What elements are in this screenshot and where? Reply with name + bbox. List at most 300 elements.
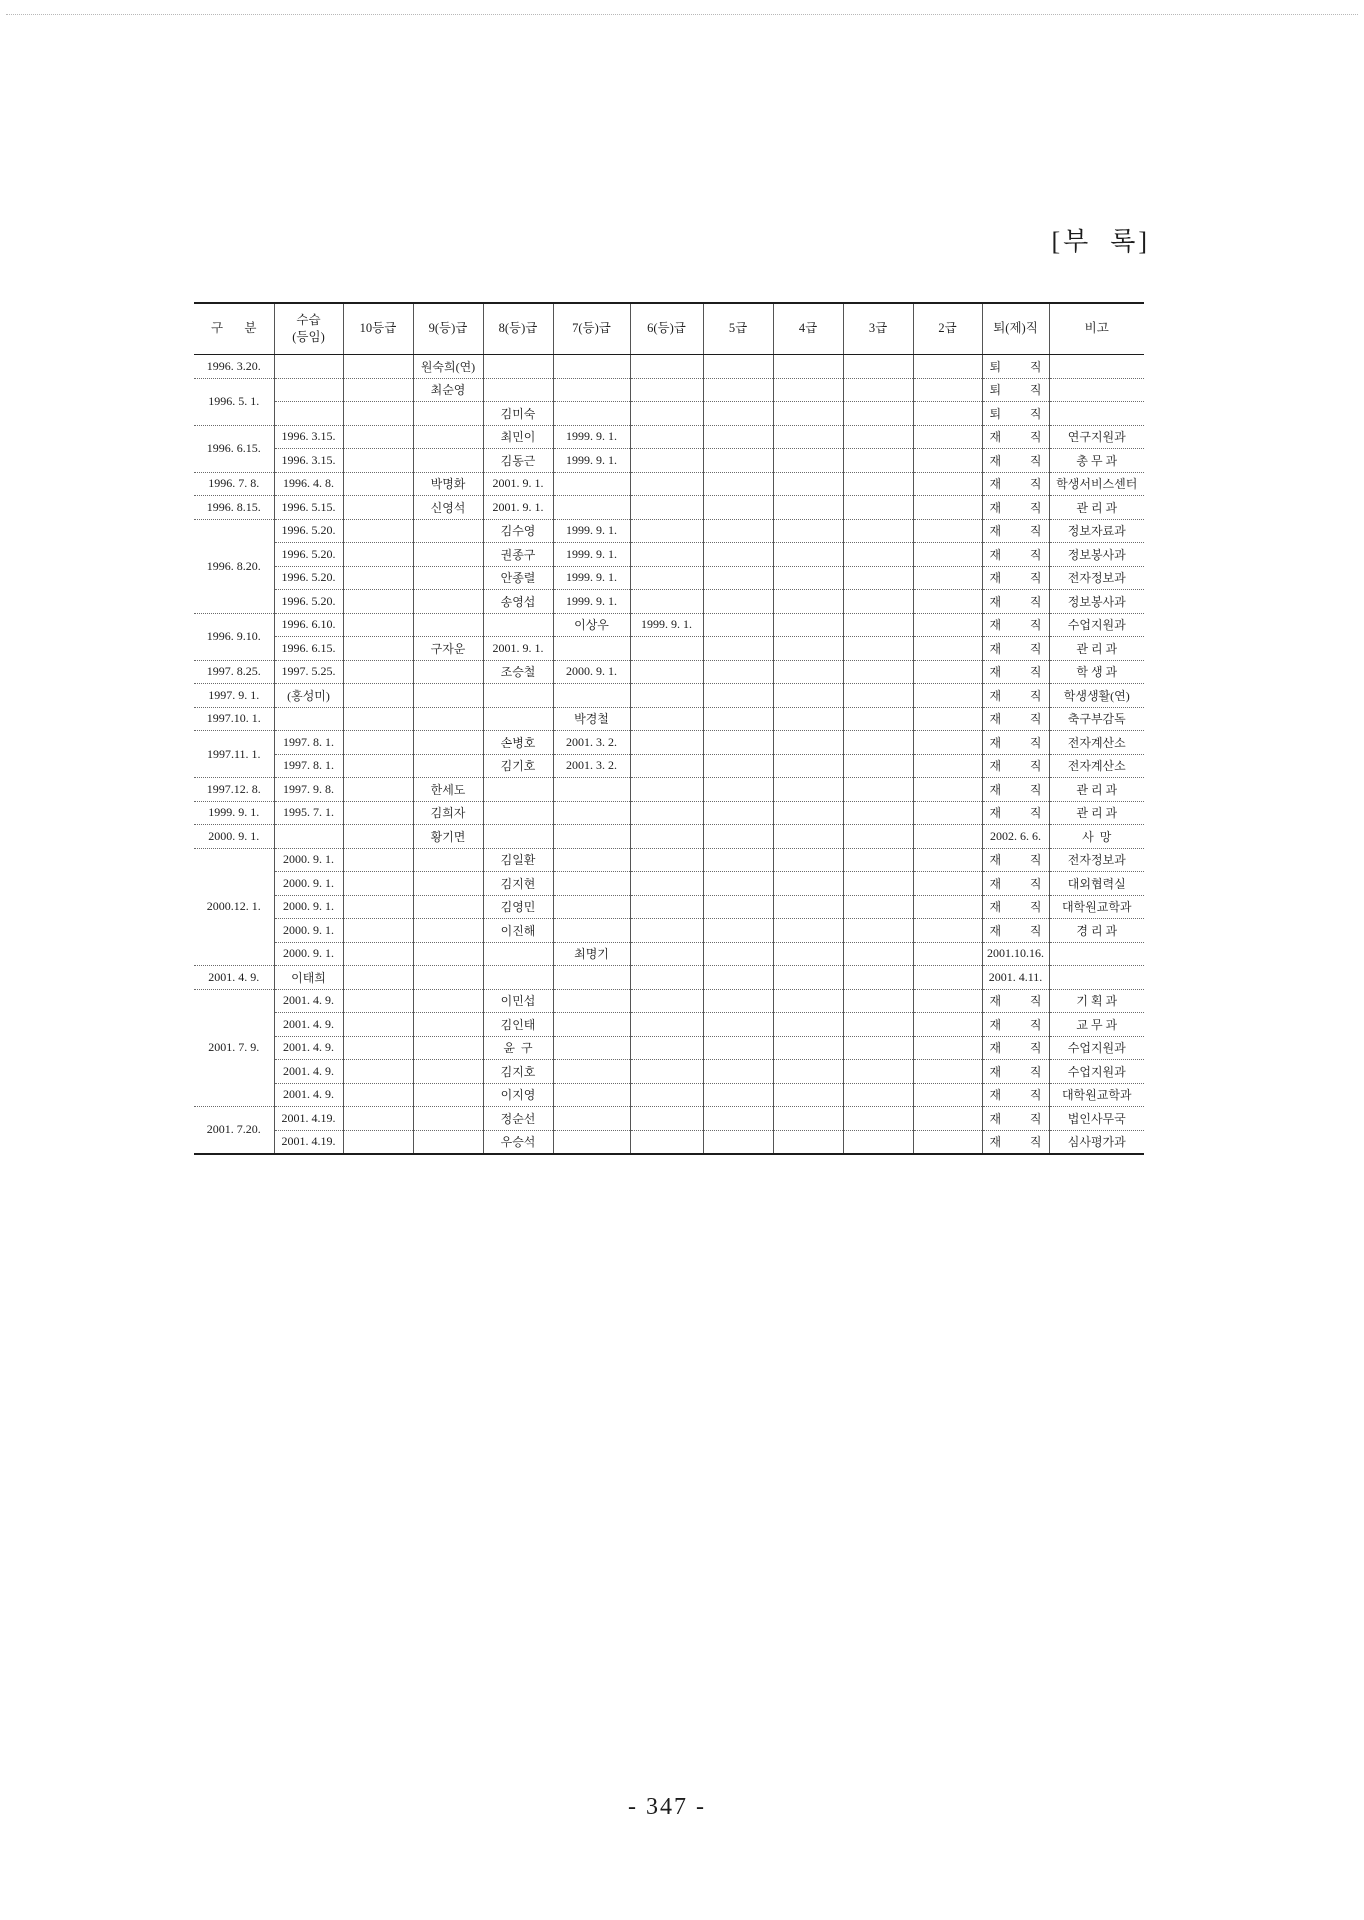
cell-grade2 xyxy=(913,1013,982,1037)
cell-grade4 xyxy=(773,731,843,755)
cell-grade6 xyxy=(630,425,703,449)
cell-grade4 xyxy=(773,754,843,778)
cell-grade8: 2001. 9. 1. xyxy=(483,472,553,496)
cell-grade3 xyxy=(843,402,913,426)
cell-remarks: 수업지원과 xyxy=(1049,613,1144,637)
cell-grade2 xyxy=(913,778,982,802)
cell-grade10 xyxy=(343,872,413,896)
cell-grade5 xyxy=(703,989,773,1013)
cell-grade10 xyxy=(343,543,413,567)
cell-remarks: 관 리 과 xyxy=(1049,801,1144,825)
cell-remarks: 대학원교학과 xyxy=(1049,1083,1144,1107)
cell-grade7 xyxy=(553,684,630,708)
cell-grade6 xyxy=(630,848,703,872)
cell-grade3 xyxy=(843,590,913,614)
cell-grade3 xyxy=(843,942,913,966)
cell-grade9 xyxy=(413,754,483,778)
cell-grade8: 김지호 xyxy=(483,1060,553,1084)
cell-trainee: 1996. 6.15. xyxy=(274,637,343,661)
cell-grade6 xyxy=(630,1060,703,1084)
cell-grade10 xyxy=(343,355,413,379)
cell-trainee xyxy=(274,707,343,731)
table-row xyxy=(194,496,1144,520)
cell-trainee: 2001. 4. 9. xyxy=(274,989,343,1013)
cell-retirement: 재 직 xyxy=(982,848,1049,872)
cell-remarks: 기 획 과 xyxy=(1049,989,1144,1013)
cell-grade5 xyxy=(703,1013,773,1037)
cell-remarks: 정보자료과 xyxy=(1049,519,1144,543)
cell-grade5 xyxy=(703,543,773,567)
cell-grade5 xyxy=(703,378,773,402)
cell-grade3 xyxy=(843,872,913,896)
cell-grade8: 김기호 xyxy=(483,754,553,778)
cell-grade9 xyxy=(413,1130,483,1154)
cell-remarks xyxy=(1049,942,1144,966)
cell-trainee: 1996. 5.20. xyxy=(274,566,343,590)
cell-grade9 xyxy=(413,519,483,543)
cell-remarks xyxy=(1049,378,1144,402)
cell-grade2 xyxy=(913,801,982,825)
cell-grade4 xyxy=(773,402,843,426)
cell-trainee: 1997. 8. 1. xyxy=(274,754,343,778)
cell-trainee: 1996. 5.20. xyxy=(274,543,343,567)
cell-grade10 xyxy=(343,590,413,614)
cell-grade7 xyxy=(553,1060,630,1084)
cell-grade7: 1999. 9. 1. xyxy=(553,590,630,614)
header-grade7: 7(등)급 xyxy=(553,303,630,355)
cell-grade5 xyxy=(703,449,773,473)
cell-category: 1997.12. 8. xyxy=(194,778,274,802)
cell-grade2 xyxy=(913,402,982,426)
cell-retirement: 재 직 xyxy=(982,425,1049,449)
cell-grade8 xyxy=(483,778,553,802)
cell-trainee xyxy=(274,402,343,426)
cell-grade5 xyxy=(703,778,773,802)
cell-grade8: 김동근 xyxy=(483,449,553,473)
cell-grade9 xyxy=(413,660,483,684)
table-row xyxy=(194,825,1144,849)
cell-grade2 xyxy=(913,942,982,966)
cell-grade6 xyxy=(630,402,703,426)
cell-grade7: 1999. 9. 1. xyxy=(553,543,630,567)
cell-retirement: 재 직 xyxy=(982,472,1049,496)
cell-trainee: 1996. 6.10. xyxy=(274,613,343,637)
cell-grade8: 김수영 xyxy=(483,519,553,543)
cell-grade4 xyxy=(773,496,843,520)
cell-grade7 xyxy=(553,472,630,496)
cell-grade6 xyxy=(630,566,703,590)
cell-grade8 xyxy=(483,355,553,379)
cell-grade7 xyxy=(553,402,630,426)
cell-category: 2001. 4. 9. xyxy=(194,966,274,990)
cell-grade8: 조승철 xyxy=(483,660,553,684)
cell-retirement: 재 직 xyxy=(982,449,1049,473)
table-row xyxy=(194,707,1144,731)
cell-grade10 xyxy=(343,1060,413,1084)
cell-retirement: 퇴 직 xyxy=(982,355,1049,379)
cell-grade6 xyxy=(630,754,703,778)
cell-trainee: 1996. 3.15. xyxy=(274,425,343,449)
cell-grade9: 황기면 xyxy=(413,825,483,849)
cell-grade2 xyxy=(913,355,982,379)
cell-grade2 xyxy=(913,848,982,872)
cell-grade4 xyxy=(773,1083,843,1107)
cell-grade5 xyxy=(703,425,773,449)
cell-trainee: 2001. 4. 9. xyxy=(274,1036,343,1060)
cell-trainee: 1996. 5.20. xyxy=(274,519,343,543)
cell-grade4 xyxy=(773,1036,843,1060)
cell-grade6 xyxy=(630,519,703,543)
cell-grade6 xyxy=(630,825,703,849)
cell-grade3 xyxy=(843,1013,913,1037)
cell-grade8: 김인태 xyxy=(483,1013,553,1037)
cell-grade6 xyxy=(630,1036,703,1060)
cell-grade3 xyxy=(843,825,913,849)
cell-category: 1997. 9. 1. xyxy=(194,684,274,708)
cell-remarks: 교 무 과 xyxy=(1049,1013,1144,1037)
cell-grade10 xyxy=(343,942,413,966)
cell-grade7: 이상우 xyxy=(553,613,630,637)
cell-retirement: 재 직 xyxy=(982,731,1049,755)
cell-grade7 xyxy=(553,637,630,661)
cell-grade4 xyxy=(773,660,843,684)
cell-trainee: 2000. 9. 1. xyxy=(274,848,343,872)
cell-grade7 xyxy=(553,1130,630,1154)
table-row xyxy=(194,425,1144,449)
cell-grade2 xyxy=(913,496,982,520)
table-row xyxy=(194,519,1144,543)
cell-trainee: 2000. 9. 1. xyxy=(274,942,343,966)
cell-grade3 xyxy=(843,989,913,1013)
cell-trainee: 2001. 4. 9. xyxy=(274,1013,343,1037)
cell-grade10 xyxy=(343,801,413,825)
cell-trainee: 1996. 5.15. xyxy=(274,496,343,520)
cell-grade7 xyxy=(553,801,630,825)
cell-grade5 xyxy=(703,590,773,614)
cell-retirement: 재 직 xyxy=(982,566,1049,590)
table-header-row xyxy=(194,303,1144,355)
cell-grade2 xyxy=(913,425,982,449)
cell-grade4 xyxy=(773,543,843,567)
cell-grade7 xyxy=(553,919,630,943)
cell-grade3 xyxy=(843,660,913,684)
cell-grade5 xyxy=(703,660,773,684)
cell-grade7 xyxy=(553,966,630,990)
cell-grade6 xyxy=(630,895,703,919)
cell-grade2 xyxy=(913,590,982,614)
cell-remarks: 학생생활(연) xyxy=(1049,684,1144,708)
table-row xyxy=(194,778,1144,802)
cell-grade3 xyxy=(843,355,913,379)
cell-grade10 xyxy=(343,496,413,520)
cell-grade3 xyxy=(843,707,913,731)
cell-grade9 xyxy=(413,1013,483,1037)
cell-trainee: 2000. 9. 1. xyxy=(274,872,343,896)
cell-remarks: 수업지원과 xyxy=(1049,1060,1144,1084)
cell-trainee: 1997. 5.25. xyxy=(274,660,343,684)
cell-grade5 xyxy=(703,1036,773,1060)
cell-retirement: 재 직 xyxy=(982,519,1049,543)
cell-grade6 xyxy=(630,684,703,708)
cell-grade8: 정순선 xyxy=(483,1107,553,1131)
cell-grade7: 박경철 xyxy=(553,707,630,731)
table-row xyxy=(194,613,1144,637)
cell-retirement: 재 직 xyxy=(982,1130,1049,1154)
cell-grade10 xyxy=(343,848,413,872)
cell-grade7 xyxy=(553,989,630,1013)
cell-grade5 xyxy=(703,872,773,896)
cell-grade9: 최순영 xyxy=(413,378,483,402)
cell-grade3 xyxy=(843,754,913,778)
header-grade5: 5급 xyxy=(703,303,773,355)
cell-trainee: 이태희 xyxy=(274,966,343,990)
cell-grade6 xyxy=(630,1013,703,1037)
cell-grade3 xyxy=(843,731,913,755)
cell-grade6 xyxy=(630,872,703,896)
cell-remarks: 학생서비스센터 xyxy=(1049,472,1144,496)
cell-grade5 xyxy=(703,1083,773,1107)
cell-grade7 xyxy=(553,872,630,896)
cell-retirement: 2002. 6. 6. xyxy=(982,825,1049,849)
cell-grade2 xyxy=(913,566,982,590)
table-row xyxy=(194,590,1144,614)
cell-grade3 xyxy=(843,919,913,943)
cell-grade2 xyxy=(913,825,982,849)
page-header: [부 록] xyxy=(1051,227,1150,256)
cell-trainee: 2001. 4. 9. xyxy=(274,1060,343,1084)
cell-grade10 xyxy=(343,1083,413,1107)
cell-grade3 xyxy=(843,613,913,637)
cell-trainee: 1995. 7. 1. xyxy=(274,801,343,825)
cell-grade10 xyxy=(343,966,413,990)
table-row xyxy=(194,402,1144,426)
cell-grade7: 1999. 9. 1. xyxy=(553,519,630,543)
cell-category: 1996. 6.15. xyxy=(194,425,274,472)
cell-retirement: 재 직 xyxy=(982,801,1049,825)
cell-grade6 xyxy=(630,449,703,473)
cell-grade9: 구자운 xyxy=(413,637,483,661)
cell-grade7 xyxy=(553,1036,630,1060)
table-row xyxy=(194,566,1144,590)
cell-grade9 xyxy=(413,1060,483,1084)
cell-grade6 xyxy=(630,966,703,990)
cell-grade8: 2001. 9. 1. xyxy=(483,637,553,661)
cell-grade7: 2001. 3. 2. xyxy=(553,731,630,755)
cell-grade2 xyxy=(913,919,982,943)
cell-grade9 xyxy=(413,989,483,1013)
cell-grade7 xyxy=(553,1013,630,1037)
cell-grade7 xyxy=(553,895,630,919)
cell-grade6 xyxy=(630,707,703,731)
cell-category: 1996. 8.20. xyxy=(194,519,274,613)
cell-retirement: 재 직 xyxy=(982,660,1049,684)
cell-grade9 xyxy=(413,684,483,708)
cell-remarks: 학 생 과 xyxy=(1049,660,1144,684)
cell-grade6 xyxy=(630,472,703,496)
cell-retirement: 퇴 직 xyxy=(982,402,1049,426)
cell-grade7: 1999. 9. 1. xyxy=(553,566,630,590)
cell-grade4 xyxy=(773,1060,843,1084)
cell-trainee: 2000. 9. 1. xyxy=(274,919,343,943)
cell-trainee: 1996. 4. 8. xyxy=(274,472,343,496)
cell-grade5 xyxy=(703,637,773,661)
cell-grade3 xyxy=(843,1060,913,1084)
cell-grade3 xyxy=(843,801,913,825)
header-grade3: 3급 xyxy=(843,303,913,355)
cell-grade3 xyxy=(843,966,913,990)
cell-grade9: 신영석 xyxy=(413,496,483,520)
cell-remarks: 연구지원과 xyxy=(1049,425,1144,449)
cell-category: 1996. 3.20. xyxy=(194,355,274,379)
cell-category: 1996. 9.10. xyxy=(194,613,274,660)
cell-grade3 xyxy=(843,496,913,520)
table-row xyxy=(194,660,1144,684)
cell-retirement: 재 직 xyxy=(982,1083,1049,1107)
cell-category: 1997. 8.25. xyxy=(194,660,274,684)
cell-retirement: 재 직 xyxy=(982,754,1049,778)
cell-grade4 xyxy=(773,684,843,708)
cell-grade3 xyxy=(843,1036,913,1060)
table-row xyxy=(194,895,1144,919)
cell-grade5 xyxy=(703,754,773,778)
cell-grade10 xyxy=(343,1107,413,1131)
cell-grade2 xyxy=(913,472,982,496)
cell-grade8 xyxy=(483,613,553,637)
cell-grade8: 최민이 xyxy=(483,425,553,449)
cell-grade2 xyxy=(913,989,982,1013)
cell-grade3 xyxy=(843,519,913,543)
cell-grade6 xyxy=(630,355,703,379)
cell-grade10 xyxy=(343,1130,413,1154)
cell-category: 1996. 5. 1. xyxy=(194,378,274,425)
table-row xyxy=(194,989,1144,1013)
cell-grade9 xyxy=(413,566,483,590)
cell-grade10 xyxy=(343,1036,413,1060)
cell-grade10 xyxy=(343,825,413,849)
table-row xyxy=(194,1036,1144,1060)
cell-remarks: 정보봉사과 xyxy=(1049,590,1144,614)
cell-trainee: 2001. 4.19. xyxy=(274,1130,343,1154)
cell-grade9 xyxy=(413,895,483,919)
cell-grade8 xyxy=(483,942,553,966)
cell-remarks: 수업지원과 xyxy=(1049,1036,1144,1060)
table-row xyxy=(194,848,1144,872)
cell-grade3 xyxy=(843,1083,913,1107)
cell-grade8: 2001. 9. 1. xyxy=(483,496,553,520)
cell-grade3 xyxy=(843,543,913,567)
cell-grade5 xyxy=(703,1130,773,1154)
cell-retirement: 재 직 xyxy=(982,1013,1049,1037)
cell-grade3 xyxy=(843,778,913,802)
cell-grade8: 김영민 xyxy=(483,895,553,919)
cell-remarks: 대외협력실 xyxy=(1049,872,1144,896)
cell-grade10 xyxy=(343,1013,413,1037)
appointment-table-container xyxy=(194,302,1144,1155)
cell-remarks: 경 리 과 xyxy=(1049,919,1144,943)
cell-grade4 xyxy=(773,825,843,849)
cell-grade5 xyxy=(703,402,773,426)
cell-remarks: 법인사무국 xyxy=(1049,1107,1144,1131)
cell-grade10 xyxy=(343,707,413,731)
cell-grade6 xyxy=(630,1083,703,1107)
cell-grade6 xyxy=(630,1130,703,1154)
cell-trainee: 1996. 5.20. xyxy=(274,590,343,614)
cell-grade5 xyxy=(703,684,773,708)
cell-grade9 xyxy=(413,543,483,567)
cell-grade9 xyxy=(413,731,483,755)
cell-grade2 xyxy=(913,707,982,731)
cell-grade2 xyxy=(913,754,982,778)
cell-grade6 xyxy=(630,496,703,520)
cell-trainee: 2001. 4. 9. xyxy=(274,1083,343,1107)
page-number: - 347 - xyxy=(628,1794,706,1820)
cell-grade2 xyxy=(913,1107,982,1131)
cell-grade2 xyxy=(913,895,982,919)
cell-grade6 xyxy=(630,919,703,943)
cell-grade5 xyxy=(703,966,773,990)
cell-grade2 xyxy=(913,684,982,708)
cell-grade8: 권종구 xyxy=(483,543,553,567)
cell-grade9 xyxy=(413,848,483,872)
cell-remarks xyxy=(1049,355,1144,379)
cell-grade6 xyxy=(630,660,703,684)
cell-grade8: 윤 구 xyxy=(483,1036,553,1060)
cell-grade7 xyxy=(553,778,630,802)
table-row xyxy=(194,1013,1144,1037)
cell-grade5 xyxy=(703,801,773,825)
cell-category: 1996. 8.15. xyxy=(194,496,274,520)
cell-category: 1999. 9. 1. xyxy=(194,801,274,825)
cell-grade4 xyxy=(773,590,843,614)
cell-trainee: 1996. 3.15. xyxy=(274,449,343,473)
cell-grade8: 김지현 xyxy=(483,872,553,896)
header-grade8: 8(등)급 xyxy=(483,303,553,355)
cell-trainee: 2000. 9. 1. xyxy=(274,895,343,919)
cell-grade6 xyxy=(630,942,703,966)
header-trainee xyxy=(274,303,343,355)
header-category: 구 분 xyxy=(194,303,274,355)
cell-grade10 xyxy=(343,778,413,802)
table-row xyxy=(194,942,1144,966)
cell-grade5 xyxy=(703,895,773,919)
cell-grade7 xyxy=(553,1107,630,1131)
header-grade10: 10등급 xyxy=(343,303,413,355)
cell-retirement: 재 직 xyxy=(982,919,1049,943)
cell-grade5 xyxy=(703,519,773,543)
cell-grade4 xyxy=(773,1013,843,1037)
cell-retirement: 재 직 xyxy=(982,707,1049,731)
cell-grade9 xyxy=(413,1083,483,1107)
cell-grade6 xyxy=(630,731,703,755)
cell-category: 2000.12. 1. xyxy=(194,848,274,966)
cell-grade7: 최명기 xyxy=(553,942,630,966)
cell-grade9: 한세도 xyxy=(413,778,483,802)
table-row xyxy=(194,449,1144,473)
cell-grade10 xyxy=(343,919,413,943)
cell-grade4 xyxy=(773,472,843,496)
cell-grade10 xyxy=(343,472,413,496)
cell-retirement: 재 직 xyxy=(982,684,1049,708)
cell-remarks: 관 리 과 xyxy=(1049,778,1144,802)
cell-grade7 xyxy=(553,378,630,402)
cell-retirement: 재 직 xyxy=(982,637,1049,661)
cell-grade3 xyxy=(843,449,913,473)
cell-grade3 xyxy=(843,637,913,661)
cell-grade10 xyxy=(343,613,413,637)
cell-grade2 xyxy=(913,637,982,661)
cell-grade6 xyxy=(630,378,703,402)
cell-grade2 xyxy=(913,519,982,543)
